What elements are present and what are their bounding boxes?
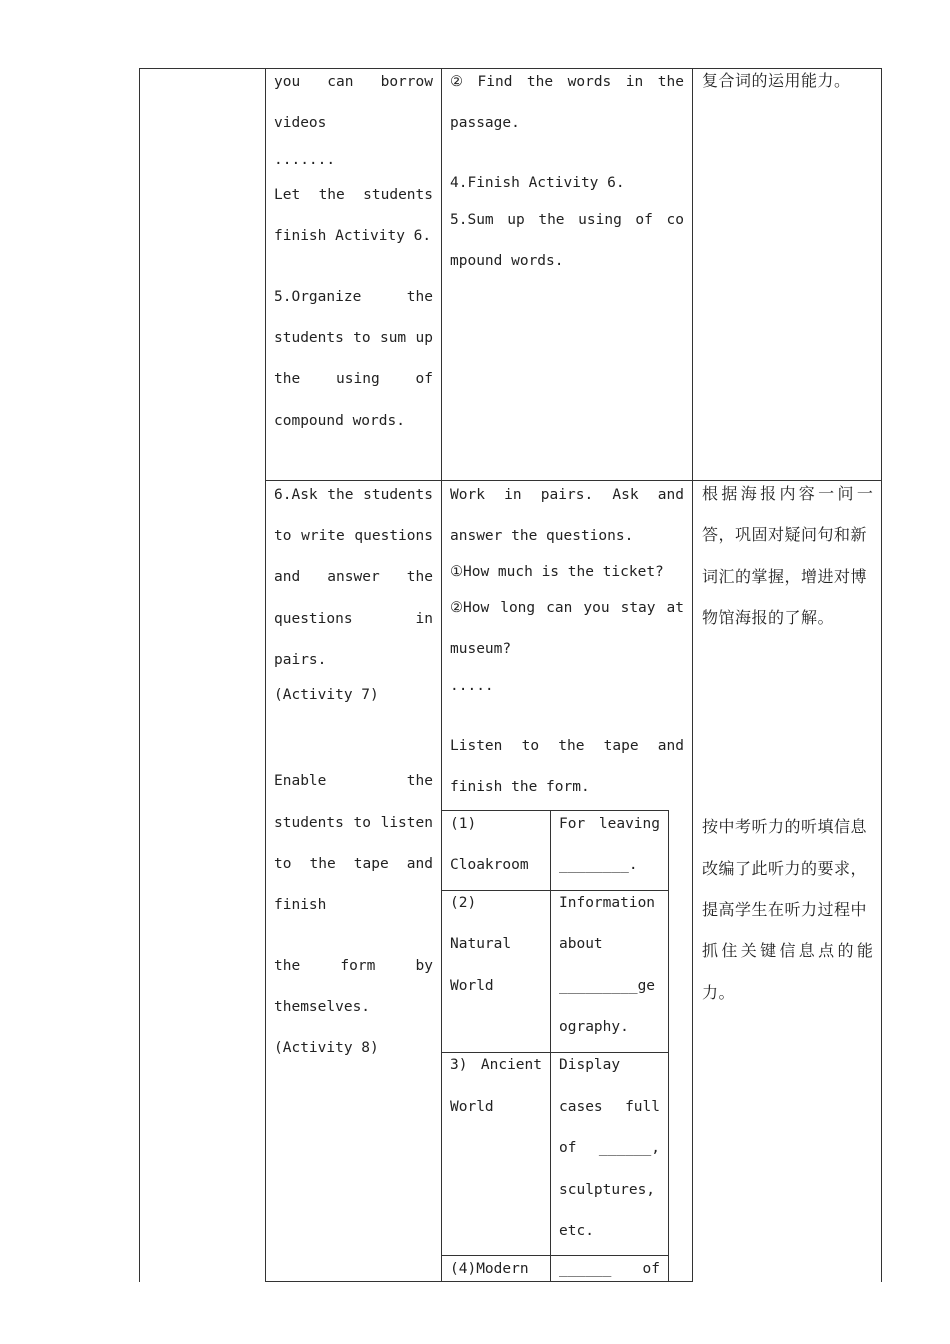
form-r1-c1-line2: Cloakroom: [450, 857, 529, 873]
row2-teacher-line5: pairs.: [274, 652, 327, 668]
row1-teacher-line6: 5.Organize the: [274, 289, 433, 305]
form-r2-c2-line1: Information: [559, 895, 656, 911]
form-r2-c2-blank: _________ge: [559, 978, 656, 994]
form-r4-c1: (4)Modern: [450, 1261, 529, 1277]
row2-purpose-line7: 提高学生在听力过程中: [702, 900, 868, 919]
row2-teacher-line3: and answer the: [274, 569, 433, 585]
row1-purpose-line1: 复合词的运用能力。: [702, 71, 851, 90]
table-left-border: [139, 68, 140, 1282]
form-r3-c2-line5: etc.: [559, 1223, 594, 1239]
row1-teacher-ellipsis: .......: [274, 152, 336, 168]
row2-student-line8: finish the form.: [450, 779, 590, 795]
form-row-divider-1: [441, 890, 668, 891]
col-divider-3: [692, 68, 693, 1282]
form-r3-c1-line1: 3) Ancient: [450, 1057, 542, 1073]
row2-teacher-line12: themselves.: [274, 999, 371, 1015]
form-border-right: [668, 810, 669, 1282]
row-divider: [265, 480, 881, 481]
form-r2-c1-line1: (2): [450, 895, 477, 911]
row1-teacher-line7: students to sum up: [274, 330, 433, 346]
row1-student-line3: 4.Finish Activity 6.: [450, 175, 625, 191]
form-r2-c1-line3: World: [450, 978, 494, 994]
row1-teacher-line5: finish Activity 6.: [274, 228, 432, 244]
row2-purpose-line2: 答，巩固对疑问句和新: [702, 525, 868, 544]
row1-student-line5: mpound words.: [450, 253, 564, 269]
row1-student-line2: passage.: [450, 115, 520, 131]
form-r1-c2-line1: For leaving: [559, 816, 660, 832]
form-row-divider-3: [441, 1255, 668, 1256]
col-divider-1: [265, 68, 266, 1282]
row2-student-line5: museum?: [450, 641, 512, 657]
form-border-top: [441, 810, 668, 811]
bottom-line: [265, 1281, 692, 1282]
row1-teacher-line4: Let the students: [274, 187, 433, 203]
row2-student-line1: Work in pairs. Ask and: [450, 487, 684, 503]
row2-purpose-line8: 抓 住 关 键 信 息 点 的 能: [702, 941, 873, 960]
form-r3-c2-blank: of ______,: [559, 1140, 660, 1156]
row1-student-line1: ② Find the words in the: [450, 74, 684, 90]
row1-teacher-line8: the using of: [274, 371, 433, 387]
form-r3-c1-line2: World: [450, 1099, 494, 1115]
row2-purpose-line5: 按中考听力的听填信息: [702, 817, 868, 836]
row2-student-line2: answer the questions.: [450, 528, 634, 544]
row2-purpose-line4: 物馆海报的了解。: [702, 608, 835, 627]
table-right-border: [881, 68, 882, 1282]
row2-purpose-line3: 词汇的掌握，增进对博: [702, 567, 868, 586]
row2-teacher-line2: to write questions: [274, 528, 433, 544]
form-r1-c1-line1: (1): [450, 816, 477, 832]
form-row-divider-2: [441, 1052, 668, 1053]
row2-teacher-line9: to the tape and: [274, 856, 433, 872]
row2-student-question2: ②How long can you stay at: [450, 600, 684, 616]
form-r3-c2-line4: sculptures,: [559, 1182, 656, 1198]
row2-student-question1: ①How much is the ticket?: [450, 564, 664, 580]
table-top-border: [139, 68, 881, 69]
row1-student-line4: 5.Sum up the using of co: [450, 212, 684, 228]
row1-teacher-line9: compound words.: [274, 413, 405, 429]
row2-purpose-line1: 根 据 海 报 内 容 一 问 一: [702, 484, 873, 503]
row1-teacher-line2: videos: [274, 115, 327, 131]
form-r4-c2: ______ of: [559, 1261, 660, 1277]
form-r2-c1-line2: Natural: [450, 936, 512, 952]
form-r2-c2-line4: ography.: [559, 1019, 629, 1035]
row1-teacher-line1: you can borrow: [274, 74, 433, 90]
form-r2-c2-line2: about: [559, 936, 603, 952]
row2-teacher-activity7: (Activity 7): [274, 687, 379, 703]
row2-teacher-line7: Enable the: [274, 773, 433, 789]
row2-student-line7: Listen to the tape and: [450, 738, 684, 754]
row2-teacher-line8: students to listen: [274, 815, 433, 831]
form-col-divider: [550, 810, 551, 1282]
row2-teacher-line1: 6.Ask the students: [274, 487, 433, 503]
form-r3-c2-line2: cases full: [559, 1099, 660, 1115]
row2-teacher-line10: finish: [274, 897, 327, 913]
row2-teacher-activity8: (Activity 8): [274, 1040, 379, 1056]
col-divider-2: [441, 68, 442, 1282]
row2-purpose-line9: 力。: [702, 983, 736, 1002]
row2-purpose-line6: 改编了此听力的要求，: [702, 859, 868, 878]
row2-teacher-line11: the form by: [274, 958, 433, 974]
form-r3-c2-line1: Display: [559, 1057, 621, 1073]
row2-student-ellipsis: .....: [450, 678, 494, 694]
form-r1-c2-blank: ________.: [559, 857, 638, 873]
row2-teacher-line4: questions in: [274, 611, 433, 627]
